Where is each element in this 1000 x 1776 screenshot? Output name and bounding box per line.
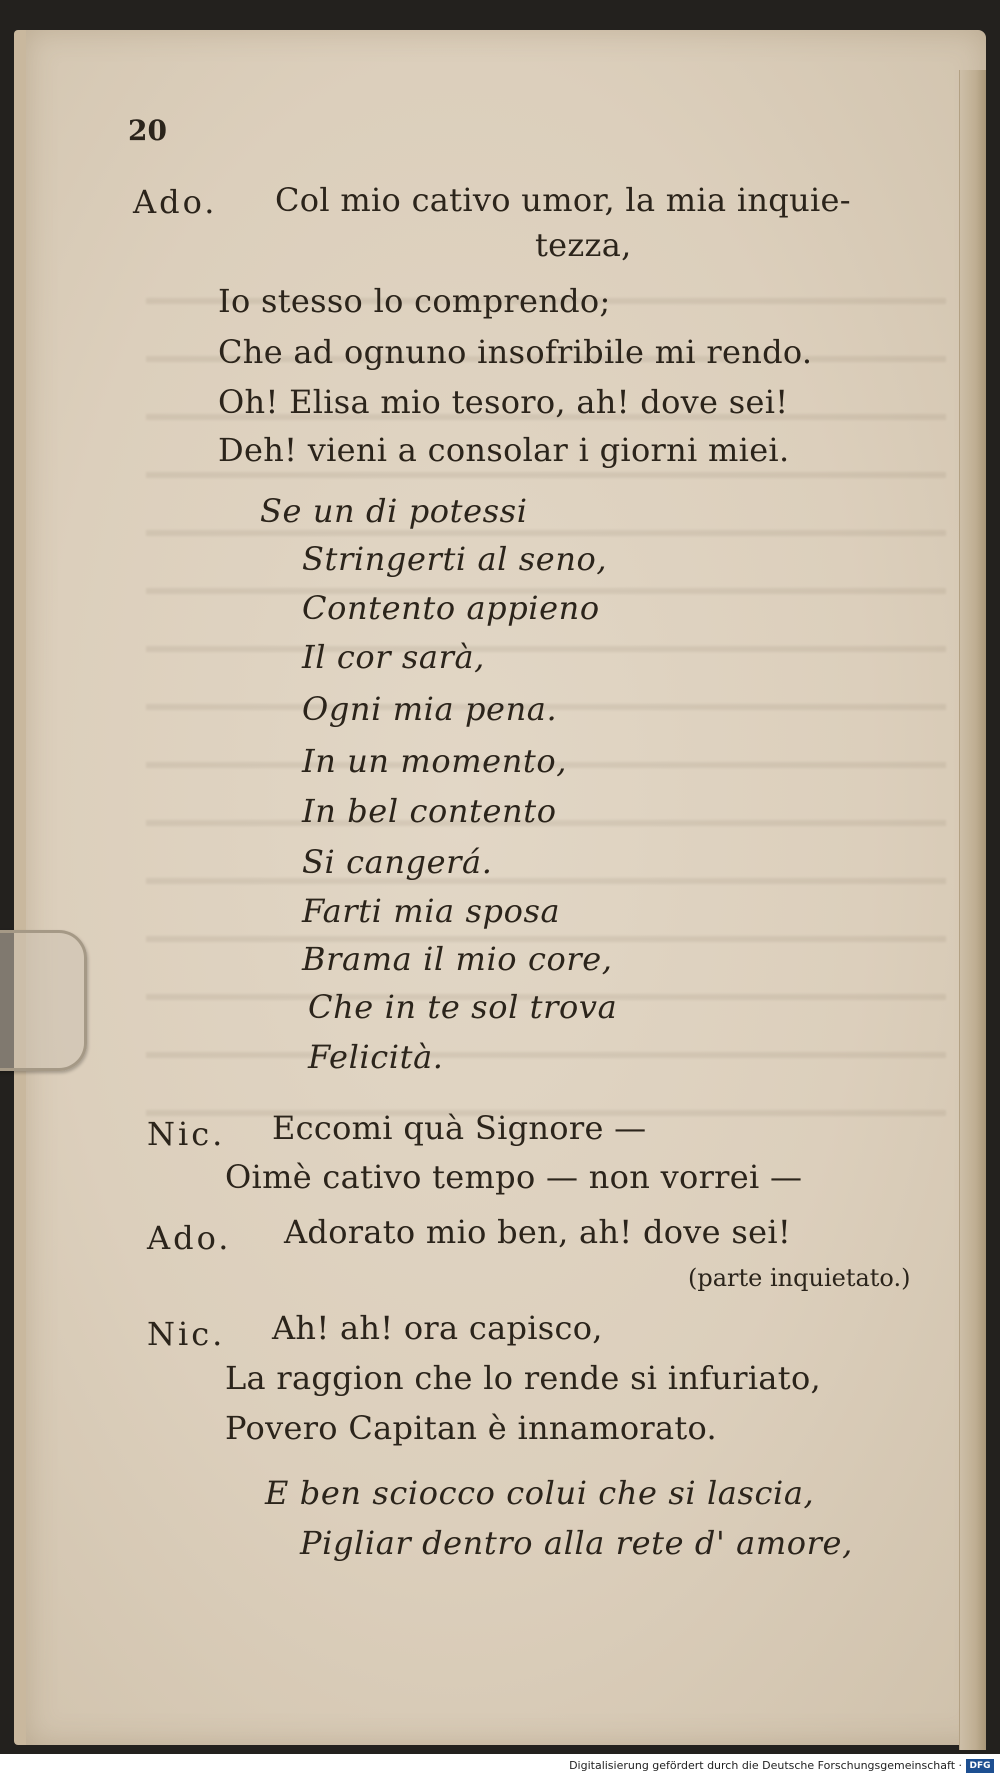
aria-line: Brama il mio core, — [302, 940, 613, 978]
page-clip — [0, 930, 87, 1071]
aria-line: Pigliar dentro alla rete d' amore, — [300, 1524, 853, 1562]
verse-line: Che ad ognuno insofribile mi rendo. — [218, 333, 813, 371]
aria-line: Si cangerá. — [302, 843, 493, 881]
verse-line: Oimè cativo tempo — non vorrei — — [225, 1158, 803, 1196]
verse-line: Povero Capitan è innamorato. — [225, 1409, 718, 1447]
speaker-label: Nic. — [147, 1315, 226, 1353]
verse-line: tezza, — [535, 226, 632, 264]
aria-line: In un momento, — [302, 742, 568, 780]
verse-line: Ah! ah! ora capisco, — [272, 1309, 603, 1347]
verse-line: La raggion che lo rende si infuriato, — [225, 1359, 822, 1397]
page-edge — [959, 70, 986, 1750]
verse-line: Eccomi quà Signore — — [272, 1109, 647, 1147]
footer-bar — [0, 1754, 1000, 1776]
aria-line: In bel contento — [302, 792, 557, 830]
aria-line: Farti mia sposa — [302, 892, 561, 930]
speaker-label: Ado. — [133, 183, 218, 221]
verse-line: Oh! Elisa mio tesoro, ah! dove sei! — [218, 383, 789, 421]
page-number: 20 — [128, 114, 167, 147]
aria-line: Se un di potessi — [260, 492, 528, 530]
verse-line: Col mio cativo umor, la mia inquie- — [275, 181, 851, 219]
aria-line: Contento appieno — [302, 589, 600, 627]
aria-line: Il cor sarà, — [302, 638, 485, 676]
speaker-label: Nic. — [147, 1115, 226, 1153]
aria-line: Stringerti al seno, — [302, 540, 608, 578]
aria-line: Che in te sol trova — [308, 988, 618, 1026]
stage-direction: (parte inquietato.) — [688, 1264, 911, 1292]
dfg-logo-icon: DFG — [966, 1759, 994, 1773]
verse-line: Deh! vieni a consolar i giorni miei. — [218, 431, 790, 469]
aria-line: Ogni mia pena. — [302, 690, 558, 728]
speaker-label: Ado. — [147, 1219, 232, 1257]
verse-line: Io stesso lo comprendo; — [218, 282, 611, 320]
aria-line: E ben sciocco colui che si lascia, — [265, 1474, 815, 1512]
verse-line: Adorato mio ben, ah! dove sei! — [284, 1213, 792, 1251]
aria-line: Felicità. — [308, 1038, 444, 1076]
footer-credit: Digitalisierung gefördert durch die Deutsche Forschungsgemeinschaft · — [569, 1759, 962, 1772]
